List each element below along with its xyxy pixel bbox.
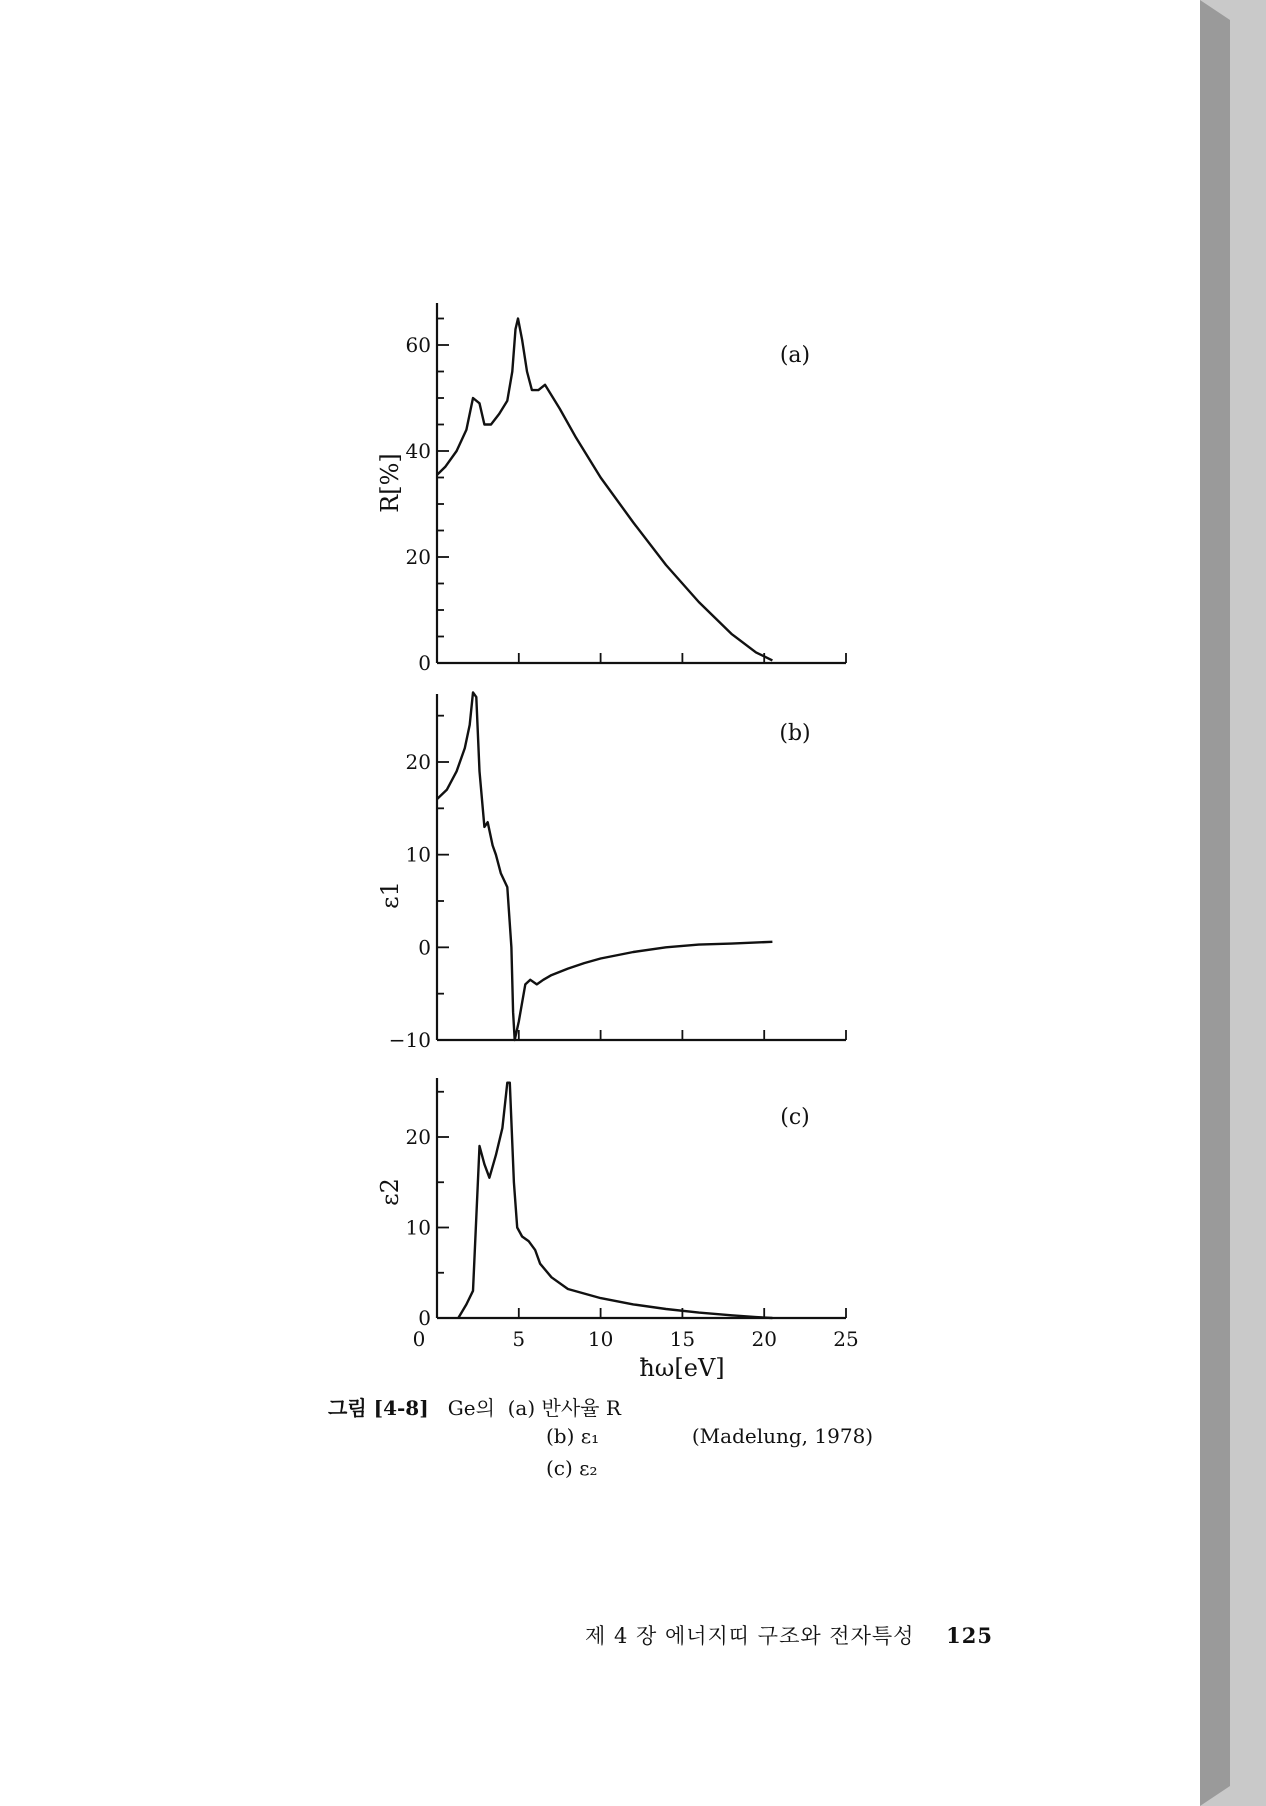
caption-line-1	[328, 1392, 621, 1421]
x-tick-label: 15	[669, 1327, 696, 1351]
caption-subject: Ge의	[447, 1396, 495, 1420]
y-tick-label: 20	[405, 1125, 431, 1149]
x-tick-label: 0	[412, 1327, 426, 1351]
y-tick-label: 10	[405, 1215, 431, 1240]
series-line-1	[437, 319, 772, 661]
y-tick-label: −10	[388, 1028, 431, 1052]
y-tick-label: 10	[405, 842, 431, 867]
y-axis-label: ε2	[376, 1178, 404, 1206]
panel-label: (c)	[780, 1105, 810, 1130]
y-axis-label: R[%]	[376, 453, 404, 513]
chapter-title: 제 4 장 에너지띠 구조와 전자특성	[585, 1624, 915, 1648]
y-axis-label: ε1	[376, 881, 404, 909]
panel-label: (b)	[779, 721, 811, 746]
x-tick-label: 25	[833, 1327, 859, 1351]
page-footer	[585, 1620, 993, 1650]
y-tick-label: 0	[418, 1306, 431, 1330]
series-line-2	[437, 693, 772, 1041]
caption-item-a: (a) 반사율 R	[507, 1396, 621, 1420]
panel-label: (a)	[779, 343, 811, 368]
y-tick-label: 0	[418, 935, 431, 960]
x-tick-label: 5	[512, 1327, 526, 1351]
y-tick-label: 0	[418, 651, 431, 675]
y-tick-label: 20	[405, 750, 431, 774]
caption-line-3	[546, 1456, 598, 1480]
x-tick-label: 20	[751, 1327, 777, 1351]
y-tick-label: 20	[405, 545, 431, 569]
x-axis-label: ħω[eV]	[639, 1354, 725, 1382]
caption-item-b: (b) ε₁	[546, 1424, 600, 1448]
page-edge-shadow	[1200, 0, 1266, 1806]
y-tick-label: 40	[405, 439, 431, 463]
caption-item-c: (c) ε₂	[546, 1456, 598, 1480]
caption-line-2	[546, 1424, 873, 1448]
series-line-3	[458, 1083, 772, 1318]
page-number: 125	[946, 1623, 993, 1648]
y-tick-label: 60	[405, 333, 431, 357]
x-tick-label: 10	[587, 1327, 614, 1351]
figure-label: 그림 [4-8]	[328, 1396, 429, 1420]
caption-citation: (Madelung, 1978)	[691, 1424, 874, 1448]
